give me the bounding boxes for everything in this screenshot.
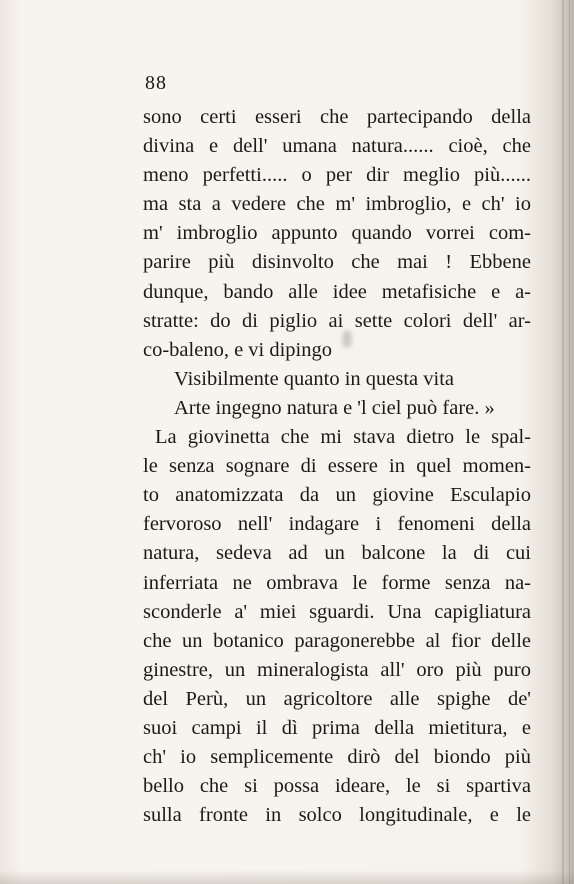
- page-number: 88: [145, 72, 167, 94]
- page-edge: [562, 0, 564, 884]
- text-line: le senza sognare di essere in quel momen-: [143, 455, 531, 478]
- body-text: [143, 103, 531, 830]
- text-line: sulla fronte in solco longitudinale, e le: [143, 804, 531, 827]
- text-line: to anatomizzata da un giovine Esculapio: [143, 484, 531, 507]
- verse-line: Visibilmente quanto in questa vita: [174, 367, 455, 390]
- text-line: del Perù, un agricoltore alle spighe de': [143, 687, 531, 710]
- text-line: meno perfetti..... o per dir meglio più......: [143, 164, 531, 187]
- page-bottom-shadow: [0, 870, 574, 884]
- text-line: fervoroso nell' indagare i fenomeni della: [143, 513, 531, 536]
- text-line: stratte: do di piglio ai sette colori dell' ar-: [143, 309, 531, 332]
- text-line: dunque, bando alle idee metafisiche e a-: [143, 280, 531, 303]
- text-line: ginestre, un mineralogista all' oro più puro: [143, 658, 531, 681]
- text-line: ch' io semplicemente dirò del biondo più: [143, 746, 531, 769]
- text-line: inferriata ne ombrava le forme senza na-: [143, 571, 531, 594]
- text-line: ma sta a vedere che m' imbroglio, e ch' io: [143, 193, 531, 216]
- text-line: che un botanico paragonerebbe al fior delle: [143, 629, 531, 652]
- paragraph-start: La giovinetta che mi stava dietro le spal-: [155, 426, 531, 449]
- text-line: sconderle a' miei sguardi. Una capigliatura: [143, 600, 531, 623]
- text-line: divina e dell' umana natura...... cioè, che: [143, 135, 531, 158]
- text-line: natura, sedeva ad un balcone la di cui: [143, 542, 531, 565]
- text-line: bello che si possa ideare, le si spartiva: [143, 775, 531, 798]
- text-line: co-baleno, e vi dipingo: [143, 338, 333, 361]
- text-line: parire più disinvolto che mai ! Ebbene: [143, 251, 531, 274]
- text-line: suoi campi il dì prima della mietitura, e: [143, 716, 531, 739]
- verse-line: Arte ingegno natura e 'l ciel può fare. »: [174, 396, 495, 419]
- text-line: m' imbroglio appunto quando vorrei com-: [143, 222, 531, 245]
- page-edge-outer: [569, 0, 570, 884]
- text-line: sono certi esseri che partecipando della: [143, 106, 531, 128]
